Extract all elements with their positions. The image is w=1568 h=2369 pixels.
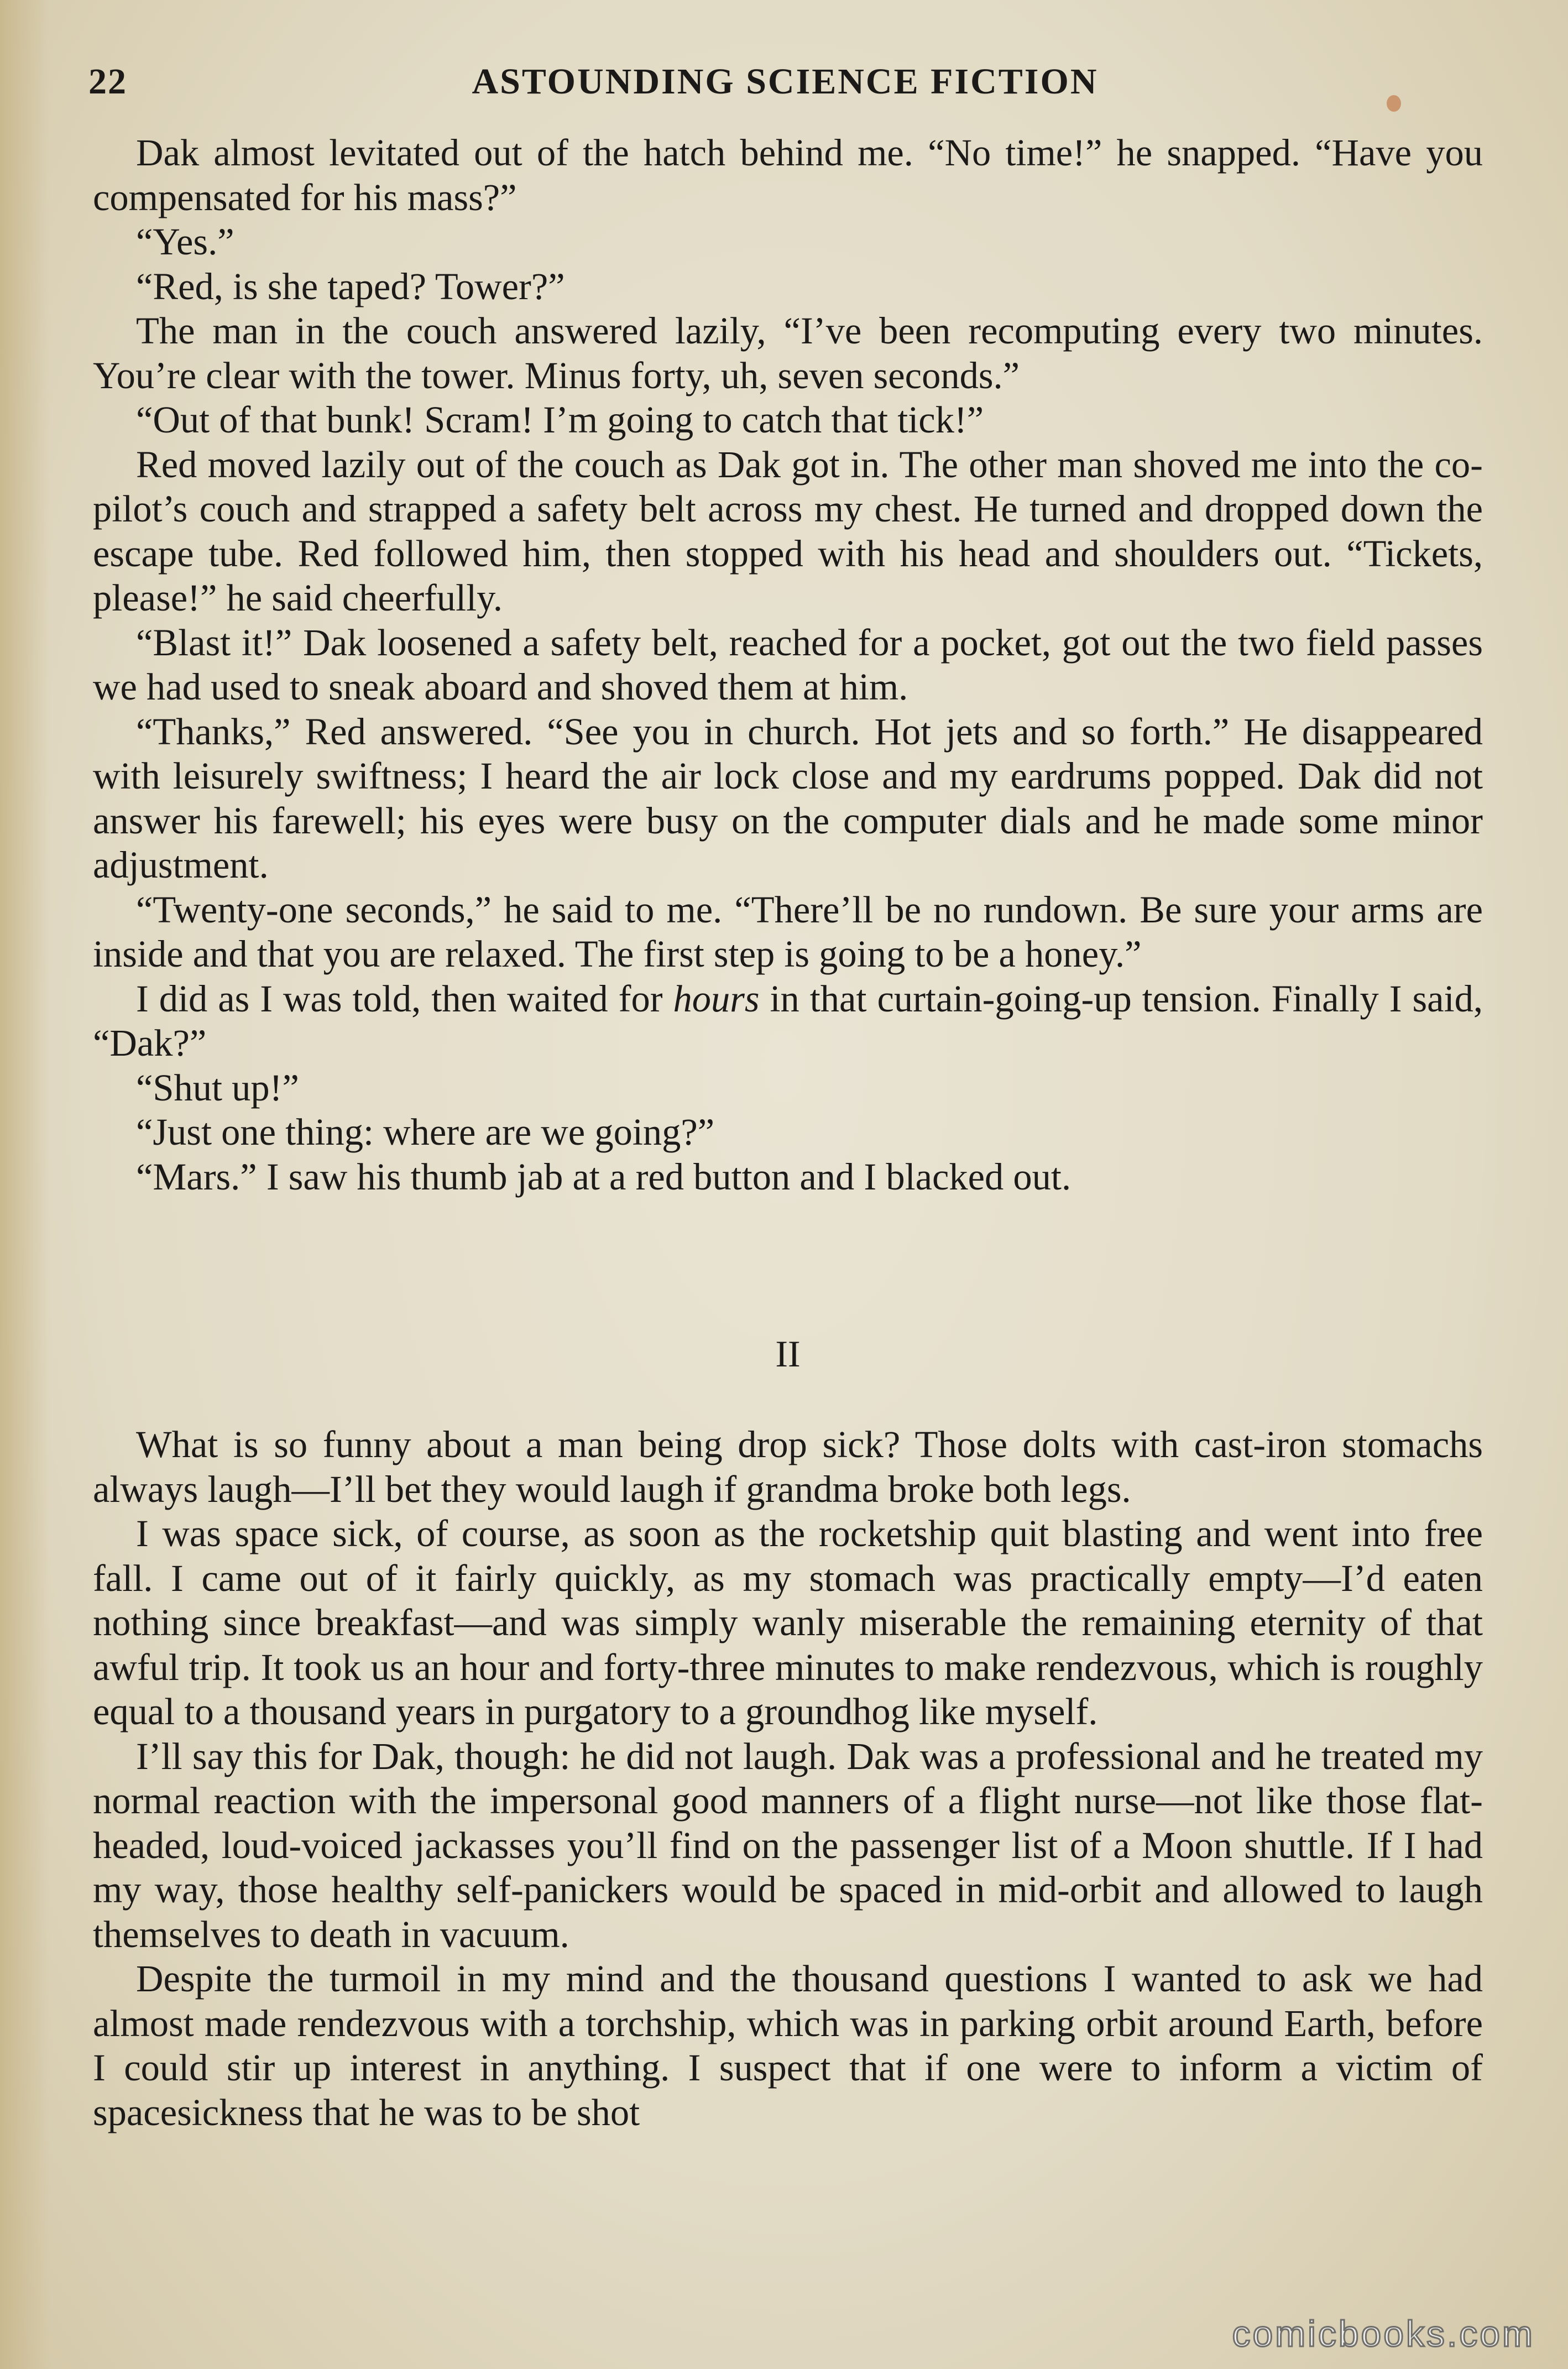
paper-stain	[1387, 95, 1401, 112]
paragraph: What is so funny about a man being drop sick? Those dolts with cast-iron stomachs always laugh—I’ll bet they would laugh if grandma broke both legs.	[93, 1423, 1483, 1510]
page-number: 22	[88, 61, 127, 102]
paragraph: “Blast it!” Dak loosened a safety belt, reached for a pocket, got out the two field passes we had used to sneak aboard and shoved them at him.	[93, 621, 1483, 708]
paragraph: “Twenty-one seconds,” he said to me. “There’ll be no rundown. Be sure your arms are inside and that you are relaxed. The first step is going to be a honey.”	[93, 888, 1483, 975]
watermark: comicbooks.com	[1232, 2313, 1535, 2354]
section-heading: II	[775, 1333, 801, 1375]
paragraph: “Shut up!”	[136, 1066, 299, 1109]
paragraph: I’ll say this for Dak, though: he did not laugh. Dak was a professional and he treated my normal reaction with the impersonal good manners of a flight nurse—not like those flat-headed, loud-voiced jackasses you’ll find on the passenger list of a Moon shuttle. If I had my way, those healthy self-panickers would be spaced in mid-orbit and allowed to laugh themselves to death in vacuum.	[93, 1735, 1483, 1955]
paragraph: Red moved lazily out of the couch as Dak got in. The other man shoved me into the co-pilot’s couch and strapped a safety belt across my chest. He turned and dropped down the escape tube. Red followed him, then stopped with his head and shoulders out. “Tickets, please!” he said cheerfully.	[93, 443, 1483, 619]
body-text-part-1	[93, 131, 1483, 1199]
page-header	[88, 61, 1482, 111]
paragraph: “Thanks,” Red answered. “See you in church. Hot jets and so forth.” He disappeared with leisurely swiftness; I heard the air lock close and my eardrums popped. Dak did not answer his farewell; his eyes were busy on the computer dials and he made some minor adjustment.	[93, 710, 1483, 886]
paragraph	[93, 977, 1483, 1066]
paragraph-text: in that curtain-going-up tension. Finally I said, “Dak?”	[93, 977, 1483, 1064]
paragraph: “Yes.”	[136, 221, 234, 263]
paragraph: Dak almost levitated out of the hatch behind me. “No time!” he snapped. “Have you compensated for his mass?”	[93, 132, 1483, 218]
paragraph: Despite the turmoil in my mind and the thousand questions I wanted to ask we had almost made rendezvous with a torchship, which was in parking orbit around Earth, before I could stir up interest in anything. I suspect that if one were to inform a victim of spacesickness that he was to be shot	[93, 1958, 1483, 2133]
paragraph: “Just one thing: where are we going?”	[136, 1111, 715, 1153]
paragraph: “Out of that bunk! Scram! I’m going to catch that tick!”	[136, 399, 984, 441]
paragraph: I was space sick, of course, as soon as the rocketship quit blasting and went into free fall. I came out of it fairly quickly, as my stomach was practically empty—I’d eaten nothing since breakfast—and was simply wanly miserable the remaining eternity of that awful trip. It took us an hour and forty-three minutes to make rendezvous, which is roughly equal to a thousand years in purgatory to a groundhog like myself.	[93, 1512, 1483, 1733]
paragraph: “Mars.” I saw his thumb jab at a red button and I blacked out.	[136, 1155, 1072, 1198]
paragraph: The man in the couch answered lazily, “I’ve been recomputing every two minutes. You’re clear with the tower. Minus forty, uh, seven seconds.”	[93, 310, 1483, 396]
emphasized-word: hours	[673, 977, 760, 1020]
body-text-part-2	[93, 1422, 1483, 2135]
paragraph-text: I did as I was told, then waited for	[136, 977, 673, 1020]
running-head: ASTOUNDING SCIENCE FICTION	[472, 61, 1099, 102]
paragraph: “Red, is she taped? Tower?”	[136, 265, 565, 307]
page-edge-shadow	[0, 0, 50, 2369]
